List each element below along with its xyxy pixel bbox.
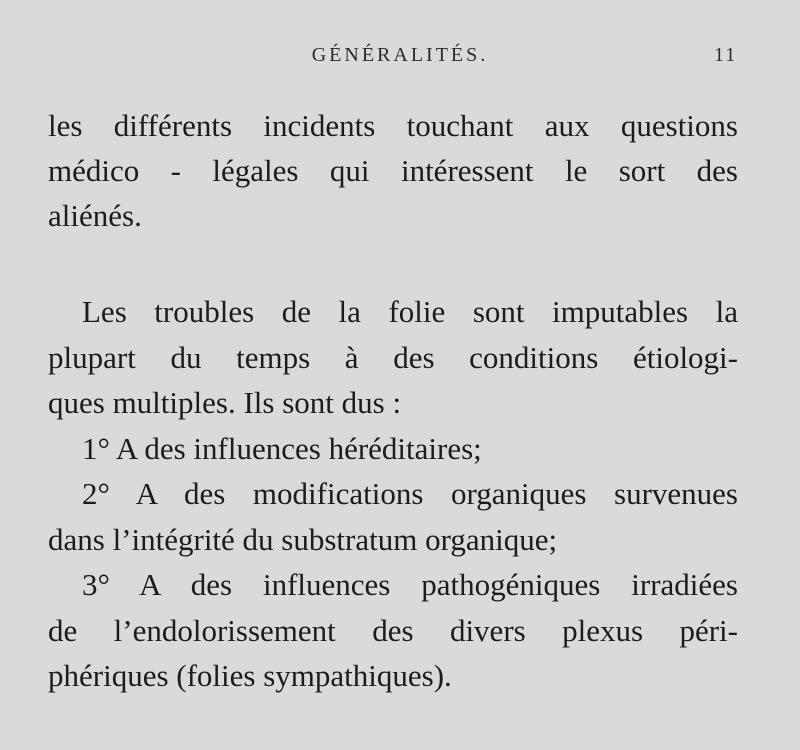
text-line: de l’endolorissement des divers plexus péri- [48,613,738,648]
running-header: GÉNÉRALITÉS. [311,44,489,66]
text-line: Les troubles de la folie sont imputables la [82,294,738,329]
text-line: médico - légales qui intéressent le sort des [48,153,738,188]
list-item-line: 1° A des influences héréditaires; [82,431,482,466]
list-item-line: 2° A des modifications organiques survenues [82,476,738,511]
text-line: plupart du temps à des conditions étiologi- [48,340,738,375]
text-line: dans l’intégrité du substratum organique; [48,522,558,557]
list-item-line: 3° A des influences pathogéniques irradiées [82,567,738,602]
page-number: 11 [714,44,738,66]
text-line: phériques (folies sympathiques). [48,658,452,693]
text-line: ques multiples. Ils sont dus : [48,385,402,420]
text-line: aliénés. [48,198,142,233]
text-line: les différents incidents touchant aux questions [48,108,738,143]
